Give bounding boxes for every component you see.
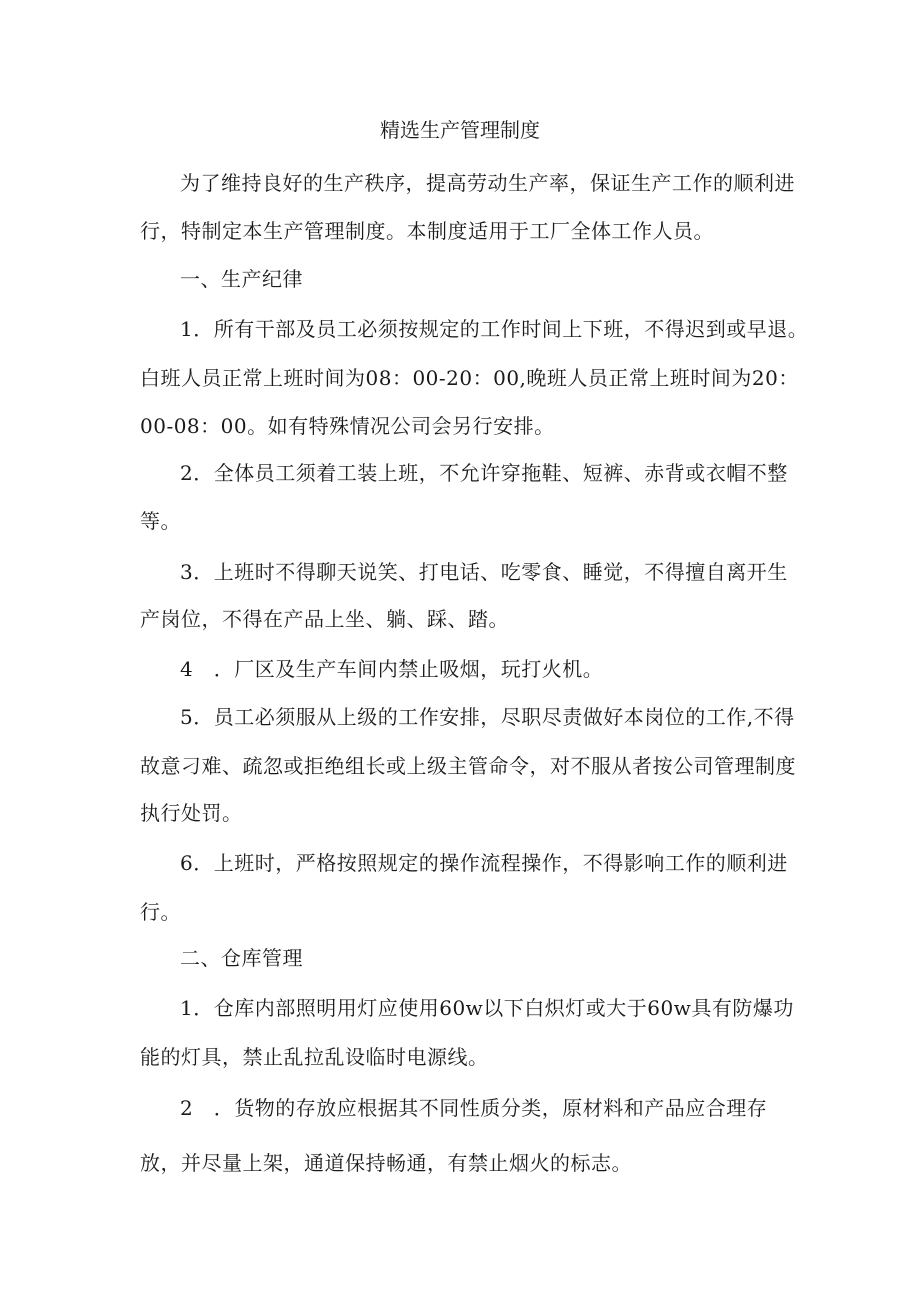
paragraph-line: 能的灯具，禁止乱拉乱设临时电源线。 xyxy=(140,1045,489,1069)
paragraph-line: 放，并尽量上架，通道保持畅通，有禁止烟火的标志。 xyxy=(140,1151,632,1175)
paragraph-line: 1．所有干部及员工必须按规定的工作时间上下班，不得迟到或早退。 xyxy=(180,317,809,341)
document-title: 精选生产管理制度 xyxy=(380,118,540,142)
paragraph-line: 白班人员正常上班时间为08：00-20：00,晚班人员正常上班时间为20： xyxy=(140,366,799,390)
paragraph-line: 故意刁难、疏忽或拒绝组长或上级主管命令，对不服从者按公司管理制度 xyxy=(140,754,796,778)
paragraph-line: 为了维持良好的生产秩序，提高劳动生产率，保证生产工作的顺利进 xyxy=(180,171,795,195)
paragraph-line: 产岗位，不得在产品上坐、躺、踩、踏。 xyxy=(140,607,509,631)
paragraph-line: 执行处罚。 xyxy=(140,801,243,825)
paragraph-line: 5．员工必须服从上级的工作安排，尽职尽责做好本岗位的工作,不得 xyxy=(180,705,795,729)
paragraph-line: 等。 xyxy=(140,509,181,533)
paragraph-line: 行。 xyxy=(140,900,181,924)
paragraph-line: 行，特制定本生产管理制度。本制度适用于工厂全体工作人员。 xyxy=(140,219,714,243)
paragraph-line: 2．全体员工须着工装上班，不允许穿拖鞋、短裤、赤背或衣帽不整 xyxy=(180,461,788,485)
section-heading: 一、生产纪律 xyxy=(180,267,303,291)
section-heading: 二、仓库管理 xyxy=(180,946,303,970)
paragraph-line: 6．上班时，严格按照规定的操作流程操作，不得影响工作的顺利进 xyxy=(180,851,788,875)
paragraph-line: 00-08：00。如有特殊情况公司会另行安排。 xyxy=(140,414,555,438)
paragraph-line: 1．仓库内部照明用灯应使用60w以下白炽灯或大于60w具有防爆功 xyxy=(180,996,794,1020)
paragraph-line: 3．上班时不得聊天说笑、打电话、吃零食、睡觉，不得擅自离开生 xyxy=(180,560,788,584)
paragraph-line: 2 ．货物的存放应根据其不同性质分类，原材料和产品应合理存 xyxy=(180,1096,768,1120)
paragraph-line: 4 ．厂区及生产车间内禁止吸烟，玩打火机。 xyxy=(180,657,604,681)
